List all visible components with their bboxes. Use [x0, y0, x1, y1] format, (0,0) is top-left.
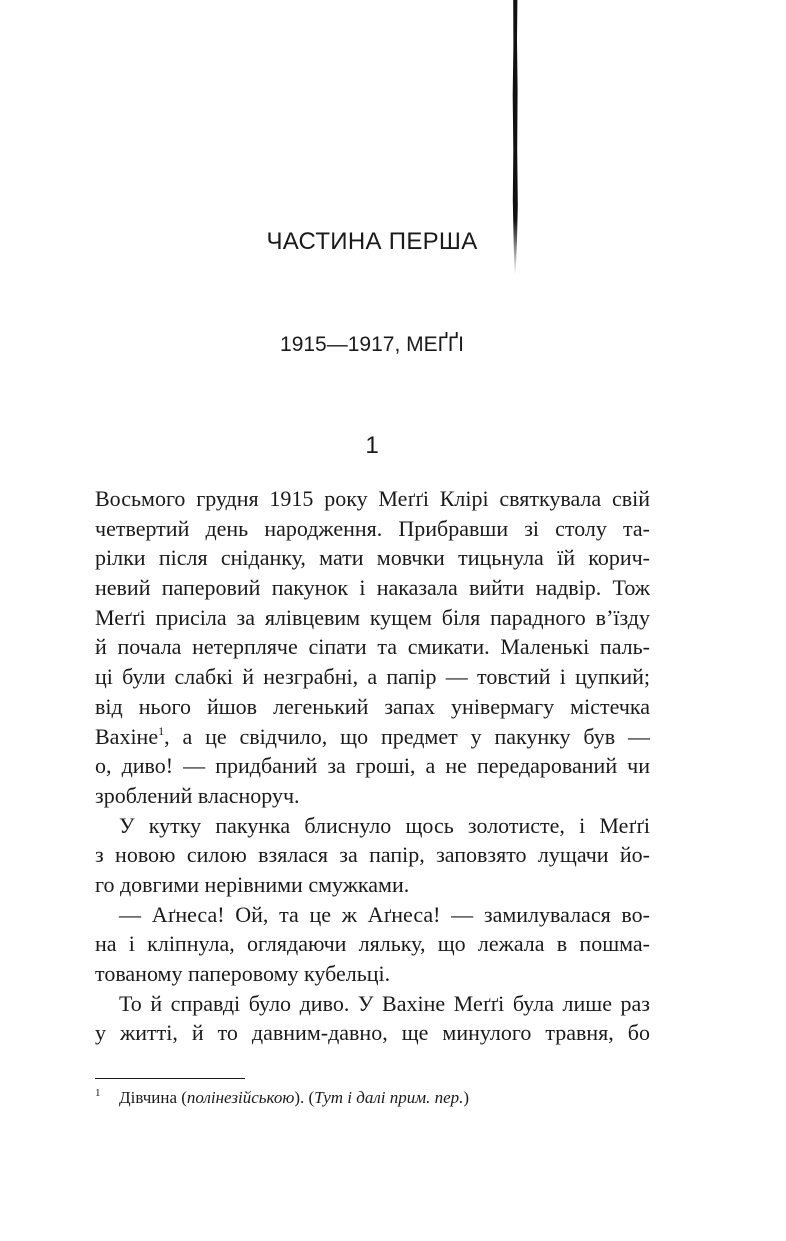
footnote-divider	[95, 1078, 245, 1079]
text-line: рілки після сніданку, мати мовчки тицьнула їй корич-	[95, 545, 650, 571]
footnote-italic: полінезійською	[186, 1088, 295, 1107]
footnote-italic: Тут і далі прим. пер.	[314, 1088, 464, 1107]
chapter-body	[95, 484, 650, 1048]
text-line: від нього йшов легенький запах універмагу містечка	[95, 693, 650, 719]
text-line: — Аґнеса! Ой, та це ж Аґнеса! — замилувалася во-	[119, 901, 650, 927]
text-line: зроблений власноруч.	[95, 782, 300, 808]
part-title: ЧАСТИНА ПЕРША	[266, 228, 478, 255]
text-line	[95, 722, 650, 752]
paragraph	[95, 484, 650, 811]
footnote-reference: 1	[158, 723, 165, 738]
text-line: Меґґі присіла за ялівцевим кущем біля парадного в’їзду	[95, 604, 650, 630]
text-line: й почала нетерпляче сіпати та смикати. Маленькі паль-	[95, 634, 650, 660]
text-line: ці були слабкі й незграбні, а папір — товстий і цупкий;	[95, 664, 650, 690]
text-line: го довгими нерівними смужками.	[95, 871, 410, 897]
text-line: четвертий день народження. Прибравши зі столу та-	[95, 515, 650, 541]
paragraph	[95, 811, 650, 900]
footnote-text: Дівчина (	[119, 1088, 187, 1107]
text-line: У кутку пакунка блиснуло щось золотисте, і Меґґі	[119, 812, 650, 838]
paragraph	[95, 989, 650, 1048]
text-line: о, диво! — придбаний за гроші, а не передарований чи	[95, 753, 650, 779]
part-subtitle: 1915—1917, МЕҐҐІ	[280, 333, 464, 356]
text-line: То й справді було диво. У Вахіне Меґґі була лише раз	[119, 990, 650, 1016]
text-line: з новою силою взялася за папір, заповзято лущачи йо-	[95, 842, 650, 868]
paragraph	[95, 900, 650, 989]
text-line: невий паперовий пакунок і наказала вийти надвір. Тож	[95, 575, 650, 601]
footnote: 1 Дівчина (полінезійською). (Тут і далі прим. пер.)	[95, 1087, 470, 1107]
chapter-number: 1	[365, 432, 379, 459]
footnote-text: ). (	[294, 1088, 315, 1107]
text-fragment: Вахіне	[95, 723, 159, 749]
text-line: тованому паперовому кубельці.	[95, 961, 391, 986]
footnote-text: )	[463, 1088, 470, 1107]
text-fragment: , а це свідчило, що предмет у пакунку був —	[164, 723, 650, 749]
text-line: на і кліпнула, оглядаючи ляльку, що лежала в пошма-	[95, 931, 650, 957]
text-line: у житті, й то давним-давно, ще минулого травня, бо	[95, 1020, 650, 1046]
text-line: Восьмого грудня 1915 року Меґґі Клірі святкувала свій	[95, 486, 650, 511]
